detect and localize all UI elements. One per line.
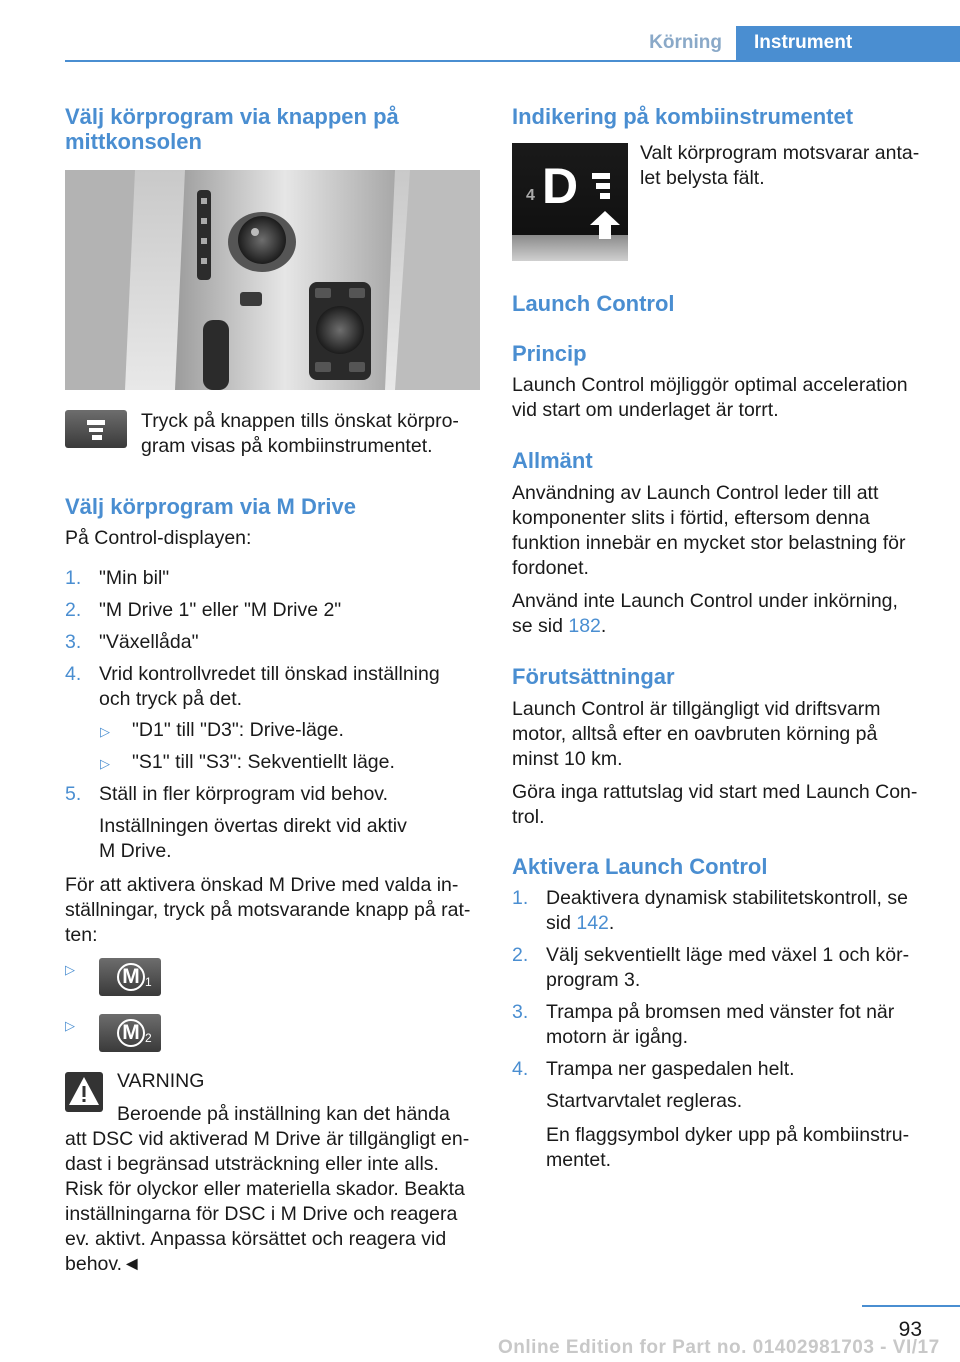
princip-text: vid start om underlaget är torrt. [512, 399, 779, 421]
page-link-142[interactable]: 142 [576, 912, 609, 934]
princip-text: Launch Control möjliggör optimal acceleration [512, 374, 908, 396]
list-text: "Min bil" [99, 567, 170, 589]
warning-title: VARNING [117, 1070, 205, 1092]
control-display-intro: På Control-displayen: [65, 527, 252, 549]
list-text: "Växellåda" [99, 631, 199, 653]
ratt-text: trol. [512, 806, 545, 828]
warning-text: Beroende på inställning kan det hända att DSC vid aktiverad M Drive är tillgängligt en- dast i begränsad utsträckning eller inte alls. Risk för olyckor eller materiella skador. Beakta inställningarna för DSC i M Drive och reagera ev. aktivt. Anpassa körsättet och reagera vid behov.◄ [65, 1103, 470, 1275]
cluster-text: Valt körprogram motsvarar anta- [640, 142, 920, 164]
step4-flag-text: mentet. [546, 1149, 612, 1171]
list-text: Trampa på bromsen med vänster fot när [546, 1001, 895, 1023]
bullet-triangle-icon: ▷ [100, 724, 110, 739]
sub-bullet-text: "D1" till "D3": Drive-läge. [132, 719, 344, 741]
activate-text: ten: [65, 924, 98, 946]
heading-forutsattningar: Förutsättningar [512, 664, 675, 689]
header-rule [65, 60, 960, 62]
list-number: 5. [65, 783, 82, 805]
cluster-text: let belysta fält. [640, 167, 765, 189]
header-chapter-tab[interactable]: Körning [649, 32, 722, 53]
list-text: och tryck på det. [99, 688, 243, 710]
program-button-text-1: Tryck på knappen tills önskat körpro- [141, 410, 459, 432]
list-number: 4. [512, 1058, 529, 1080]
list-number: 4. [65, 663, 82, 685]
list-text: "M Drive 1" eller "M Drive 2" [99, 599, 342, 621]
list-text: Vrid kontrollvredet till önskad inställning [99, 663, 440, 685]
heading-aktivera: Aktivera Launch Control [512, 854, 768, 879]
forut-text: Launch Control är tillgängligt vid driftsvarm motor, alltså efter en oavbruten körning på minst 10 km. [512, 698, 881, 770]
list-number: 3. [65, 631, 82, 653]
step4-note: Startvarvtalet regleras. [546, 1090, 743, 1112]
list-number: 1. [512, 887, 529, 909]
bullet-triangle-icon: ▷ [100, 756, 110, 771]
step4-flag-text: En flaggsymbol dyker upp på kombiinstru- [546, 1124, 910, 1146]
list-number: 1. [65, 567, 82, 589]
list-text: Ställ in fler körprogram vid behov. [99, 783, 389, 805]
sub-bullet-text: "S1" till "S3": Sekventiellt läge. [132, 751, 395, 773]
program-button-text-2: gram visas på kombiinstrumentet. [141, 435, 433, 457]
list-number: 2. [65, 599, 82, 621]
ratt-text: Göra inga rattutslag vid start med Launch Con- [512, 781, 918, 803]
step5-note: Inställningen övertas direkt vid aktiv [99, 815, 407, 837]
list-text: Deaktivera dynamisk stabilitetskontroll, se [546, 887, 908, 909]
header-section-tab[interactable]: Instrument [736, 26, 960, 62]
inkorning-text: Använd inte Launch Control under inkörning, [512, 590, 898, 612]
m-drive-1-button-icon: M 1 [99, 958, 161, 996]
activate-text: För att aktivera önskad M Drive med valda in- [65, 874, 459, 896]
list-number: 3. [512, 1001, 529, 1023]
list-text: Trampa ner gaspedalen helt. [546, 1058, 795, 1080]
list-text: program 3. [546, 969, 641, 991]
heading-allmant: Allmänt [512, 448, 593, 473]
watermark: Online Edition for Part no. 01402981703 - VI/17 [498, 1337, 940, 1358]
allmant-text: Användning av Launch Control leder till att komponenter slits i förtid, eftersom denna funktion innebär en mycket stor belastning för fordonet. [512, 482, 906, 579]
list-text: Välj sekventiellt läge med växel 1 och kör- [546, 944, 910, 966]
bullet-triangle-icon: ▷ [65, 1018, 75, 1033]
cluster-display-image: 4 D [512, 143, 628, 261]
bullet-triangle-icon: ▷ [65, 962, 75, 977]
inkorning-text: se sid 182. [512, 615, 607, 637]
page-link-182[interactable]: 182 [568, 615, 601, 637]
heading-select-via-button: Välj körprogram via knappen på mittkonsolen [65, 104, 399, 154]
page-number: 93 [898, 1318, 922, 1341]
heading-cluster-indication: Indikering på kombiinstrumentet [512, 104, 854, 129]
list-text: sid 142. [546, 912, 615, 934]
m-drive-2-button-icon: M 2 [99, 1014, 161, 1052]
drive-program-button-icon [65, 410, 127, 448]
heading-launch-control: Launch Control [512, 291, 675, 316]
activate-text: ställningar, tryck på motsvarande knapp på rat- [65, 899, 471, 921]
list-number: 2. [512, 944, 529, 966]
console-illustration [65, 170, 480, 390]
heading-princip: Princip [512, 341, 587, 366]
heading-select-via-m-drive: Välj körprogram via M Drive [65, 494, 356, 519]
arrow-up-icon [590, 211, 620, 239]
console-photo [65, 170, 480, 390]
list-text: motorn är igång. [546, 1026, 688, 1048]
step5-note: M Drive. [99, 840, 172, 862]
footer-rule [862, 1305, 960, 1307]
